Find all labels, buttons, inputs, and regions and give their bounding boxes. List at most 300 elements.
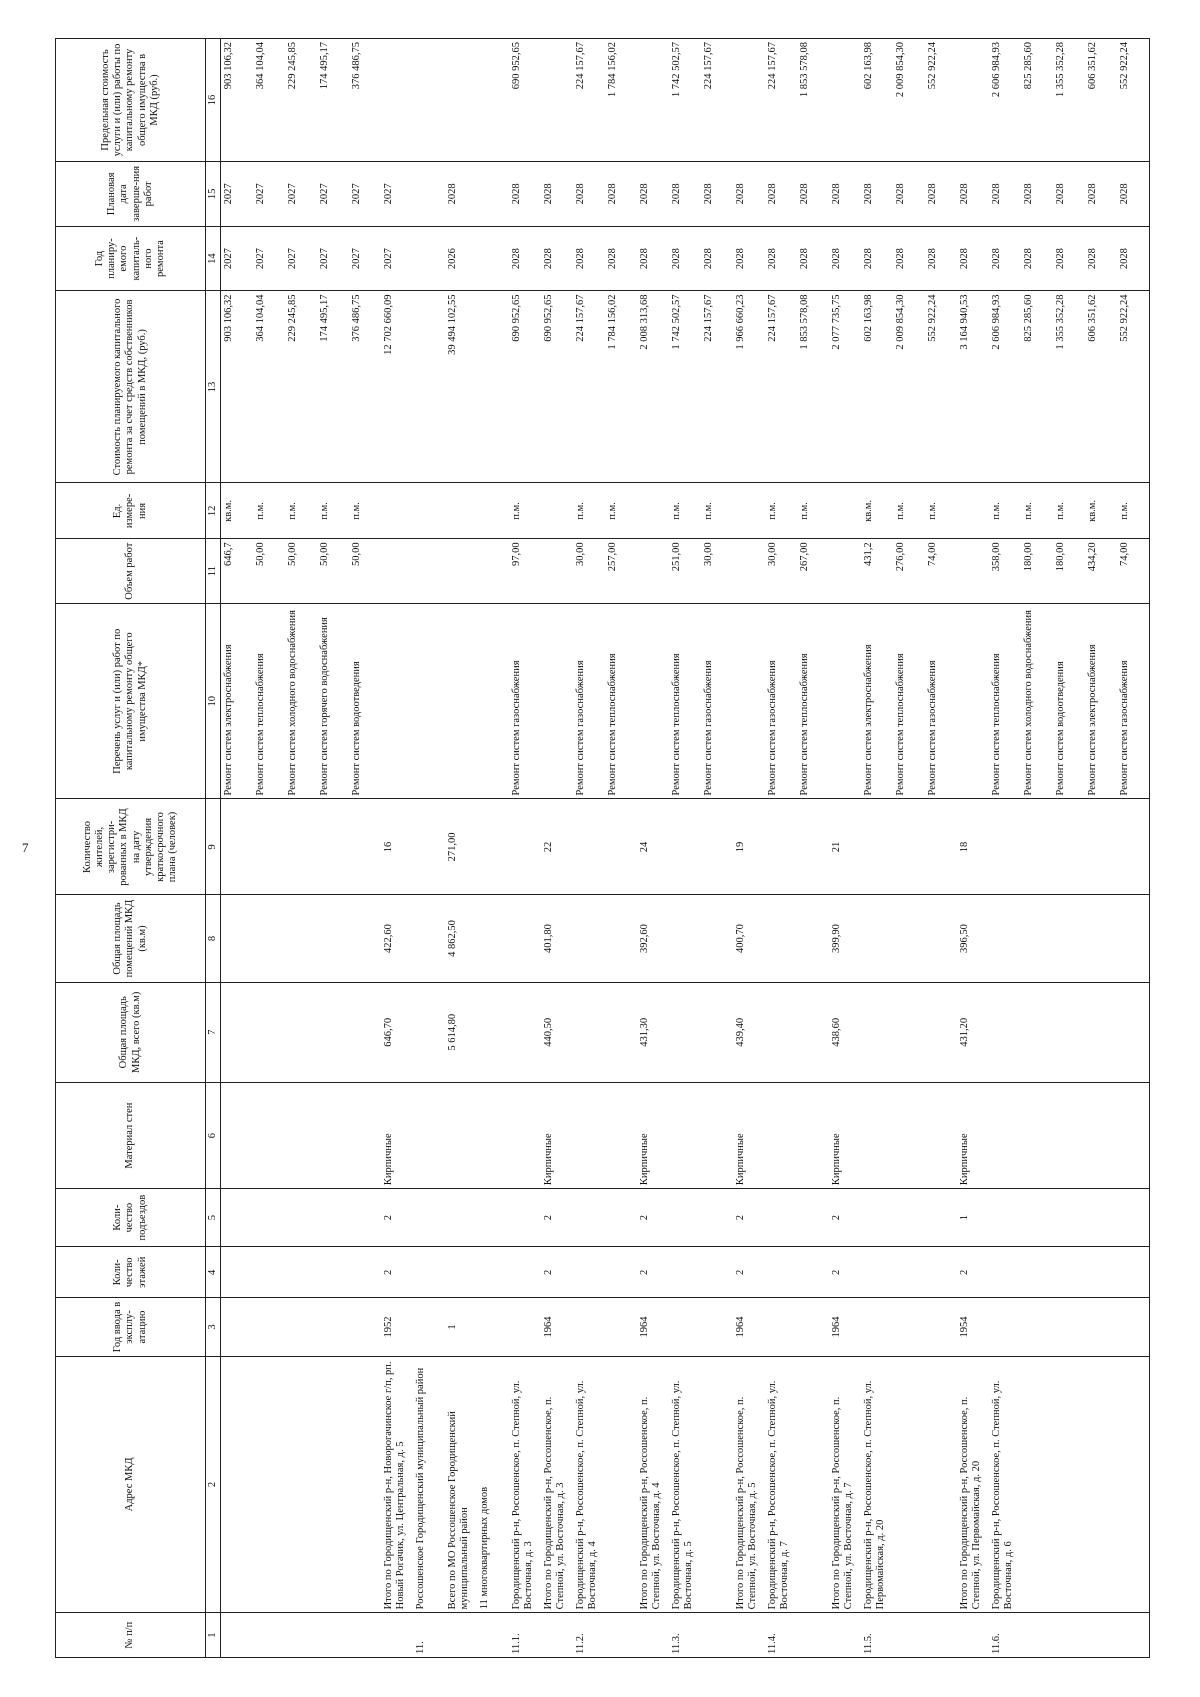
header-cell: Плановая дата заверше-ния работ [56,161,206,226]
table-cell: Городищенский р-н, Россошенское, п. Степной, ул. Восточная, д. 6 [989,1356,1021,1613]
table-cell [1021,1298,1053,1356]
column-number: 1 [206,1613,221,1658]
table-cell: Городищенский р-н, Россошенское, п. Степной, ул. Первомайская, д. 20 [861,1356,893,1613]
table-cell [349,1613,381,1658]
table-cell [253,1356,285,1613]
table-cell [669,1298,701,1356]
table-cell [989,799,1021,895]
table-cell: 552 922,24 [925,39,957,162]
table-cell [989,895,1021,982]
table-cell [413,1298,445,1356]
table-cell [701,1247,733,1298]
table-cell [445,1189,477,1247]
table-cell [701,1356,733,1613]
table-cell: Итого по Городищенский р-н, Россошенское, п. Степной, ул. Восточная, д. 4 [637,1356,669,1613]
table-cell [413,1083,445,1189]
table-cell [413,483,445,539]
table-cell [381,1613,413,1658]
table-cell: Кирпичные [733,1083,765,1189]
table-cell [509,1083,541,1189]
table-row [509,39,541,1658]
table-cell: п.м. [701,483,733,539]
table-cell [701,799,733,895]
header-cell: Предельная стоимость услуги и (или) работы по капитальному ремонту общего имущества в МКД (руб.) [56,39,206,162]
table-cell [925,1356,957,1613]
table-cell [253,1247,285,1298]
table-cell: 2028 [1117,161,1150,226]
table-cell [797,895,829,982]
table-cell [797,1083,829,1189]
table-cell [765,1298,797,1356]
table-cell [925,1083,957,1189]
table-cell: Ремонт систем газоснабжения [573,604,605,799]
table-cell: 903 106,32 [221,39,254,162]
table-cell: 2027 [381,161,413,226]
table-cell [1117,1356,1150,1613]
header-cell: Ед. измере-ния [56,483,206,539]
column-number: 6 [206,1083,221,1189]
table-cell [381,539,413,604]
table-cell: 74,00 [925,539,957,604]
table-cell [317,1356,349,1613]
table-cell: 2028 [989,226,1021,291]
table-cell: 2028 [1053,226,1085,291]
table-cell: 2028 [733,226,765,291]
table-cell: 2028 [925,226,957,291]
table-cell [477,39,509,162]
table-cell [861,1247,893,1298]
table-cell [861,1189,893,1247]
table-cell [989,982,1021,1082]
table-row [445,39,477,1658]
table-cell: 2028 [797,226,829,291]
table-cell: 2028 [445,161,477,226]
table-cell: п.м. [605,483,637,539]
table-cell [669,1083,701,1189]
table-cell: 606 351,62 [1085,39,1117,162]
table-row [253,39,285,1658]
table-cell: 2 [637,1189,669,1247]
table-cell: 39 494 102,55 [445,291,477,483]
table-row [349,39,381,1658]
table-cell [221,1083,254,1189]
table-cell [221,1356,254,1613]
column-number: 12 [206,483,221,539]
table-cell [829,604,861,799]
table-cell [477,1189,509,1247]
table-cell: 439,40 [733,982,765,1082]
table-cell [445,1613,477,1658]
table-cell: Ремонт систем водоотведения [1053,604,1085,799]
table-cell: Кирпичные [637,1083,669,1189]
table-cell [989,1298,1021,1356]
table-cell [1085,799,1117,895]
table-cell: п.м. [253,483,285,539]
table-cell [1117,895,1150,982]
table-cell: Итого по Городищенский р-н, Новорогачинское г/п, рп. Новый Рогачик, ул. Центральная, д. 5 [381,1356,413,1613]
table-cell [413,604,445,799]
table-cell [829,539,861,604]
table-cell: 50,00 [349,539,381,604]
table-cell: 1 784 156,02 [605,291,637,483]
table-cell: 180,00 [1021,539,1053,604]
table-cell: 376 486,75 [349,39,381,162]
table-cell: Ремонт систем водоотведения [349,604,381,799]
table-cell [253,1298,285,1356]
table-cell [861,1083,893,1189]
table-cell [925,1189,957,1247]
table-cell [317,1083,349,1189]
header-row [56,39,206,1658]
table-cell: 438,60 [829,982,861,1082]
table-cell [893,1613,925,1658]
table-cell [1053,1083,1085,1189]
table-cell [413,226,445,291]
header-cell: Стоимость планируемого капитального ремонта за счет средств собственников помещений в МКД, (руб.) [56,291,206,483]
table-cell: 2028 [541,161,573,226]
table-cell: 2 [733,1189,765,1247]
table-cell: 606 351,62 [1085,291,1117,483]
table-cell: Ремонт систем газоснабжения [925,604,957,799]
table-cell [893,1189,925,1247]
table-cell: 251,00 [669,539,701,604]
table-cell [829,483,861,539]
header-cell: Адрес МКД [56,1356,206,1613]
table-cell [477,1613,509,1658]
table-cell [349,895,381,982]
table-cell [1085,895,1117,982]
table-cell [733,604,765,799]
table-cell: 257,00 [605,539,637,604]
header-cell: Общая площадь МКД, всего (кв.м) [56,982,206,1082]
table-cell [413,1247,445,1298]
table-cell: 2028 [1053,161,1085,226]
table-cell [701,1613,733,1658]
table-cell: Ремонт систем газоснабжения [1117,604,1150,799]
table-row [413,39,445,1658]
table-cell: 224 157,67 [701,291,733,483]
table-cell [317,1298,349,1356]
table-cell [1053,895,1085,982]
table-cell [925,982,957,1082]
table-cell [253,982,285,1082]
header-cell: Коли-чество подъездов [56,1189,206,1247]
table-cell: 2028 [669,161,701,226]
table-cell: 431,30 [637,982,669,1082]
table-cell [893,1247,925,1298]
table-cell [669,799,701,895]
table-cell [1085,1083,1117,1189]
table-cell: 2028 [605,226,637,291]
table-cell: Всего по МО Россошенское Городищенский муниципальный район [445,1356,477,1613]
table-cell: 2028 [957,161,989,226]
table-cell: 2028 [893,161,925,226]
table-cell [605,1298,637,1356]
table-cell [573,895,605,982]
table-cell: Ремонт систем электроснабжения [861,604,893,799]
table-cell: 399,90 [829,895,861,982]
table-cell: 30,00 [701,539,733,604]
table-cell [893,982,925,1082]
table-cell [701,982,733,1082]
table-cell: 11.1. [509,1613,541,1658]
table-cell: 2027 [317,226,349,291]
table-cell [477,895,509,982]
table-cell [285,1356,317,1613]
table-cell [1053,1189,1085,1247]
table-cell [797,799,829,895]
table-cell: Ремонт систем газоснабжения [509,604,541,799]
table-cell [573,1083,605,1189]
table-cell: 431,2 [861,539,893,604]
table-cell: 1964 [541,1298,573,1356]
table-cell [637,39,669,162]
table-cell: 2 [381,1189,413,1247]
table-cell: 2028 [637,226,669,291]
table-cell: 50,00 [317,539,349,604]
table-cell [541,539,573,604]
table-cell: 602 163,98 [861,291,893,483]
table-cell: 174 495,17 [317,39,349,162]
table-cell: 2028 [1117,226,1150,291]
table-cell: 267,00 [797,539,829,604]
table-row [829,39,861,1658]
table-cell [1053,1356,1085,1613]
table-row [221,39,254,1658]
table-cell [477,1298,509,1356]
table-cell [253,1083,285,1189]
table-cell: 2028 [733,161,765,226]
table-cell: 364 104,04 [253,291,285,483]
table-cell: 1954 [957,1298,989,1356]
table-cell [797,1247,829,1298]
table-cell: 224 157,67 [765,291,797,483]
table-cell [445,539,477,604]
table-row [1021,39,1053,1658]
table-cell [285,982,317,1082]
table-cell [573,1298,605,1356]
table-cell [285,1298,317,1356]
table-cell [1085,1613,1117,1658]
table-cell: 11.3. [669,1613,701,1658]
table-cell [477,1083,509,1189]
table-cell: 50,00 [285,539,317,604]
table-cell: Городищенский р-н, Россошенское, п. Степной, ул. Восточная, д. 4 [573,1356,605,1613]
header-cell: Общая площадь помещений МКД (кв.м) [56,895,206,982]
table-cell [477,226,509,291]
column-number: 7 [206,982,221,1082]
table-cell [445,1083,477,1189]
table-cell: 97,00 [509,539,541,604]
table-cell [541,483,573,539]
table-cell [573,799,605,895]
table-row [701,39,733,1658]
table-cell: 1 853 578,08 [797,39,829,162]
table-cell [349,1298,381,1356]
table-cell [221,1613,254,1658]
table-cell [349,1083,381,1189]
table-cell [381,604,413,799]
table-cell: 74,00 [1117,539,1150,604]
table-cell: 174 495,17 [317,291,349,483]
table-cell [1021,799,1053,895]
column-number: 16 [206,39,221,162]
table-row [637,39,669,1658]
table-cell [797,982,829,1082]
table-cell [477,1247,509,1298]
table-cell: Ремонт систем теплоснабжения [605,604,637,799]
table-cell [413,539,445,604]
table-cell: п.м. [1117,483,1150,539]
table-cell [317,1613,349,1658]
table-cell [1085,1189,1117,1247]
table-cell: Кирпичные [957,1083,989,1189]
table-cell [285,1083,317,1189]
table-cell [221,799,254,895]
column-number: 13 [206,291,221,483]
table-cell [509,799,541,895]
table-cell: 431,20 [957,982,989,1082]
table-cell [605,895,637,982]
table-cell [509,1247,541,1298]
table-cell: 5 614,80 [445,982,477,1082]
table-cell [349,1189,381,1247]
table-cell: Кирпичные [541,1083,573,1189]
table-cell: п.м. [669,483,701,539]
table-cell: 271,00 [445,799,477,895]
table-cell [637,1613,669,1658]
table-cell: п.м. [285,483,317,539]
table-cell: 1 [957,1189,989,1247]
table-cell: 1964 [829,1298,861,1356]
table-cell: 2027 [253,226,285,291]
table-cell: Городищенский р-н, Россошенское, п. Степной, ул. Восточная, д. 7 [765,1356,797,1613]
table-cell: 276,00 [893,539,925,604]
table-cell [413,895,445,982]
table-cell [1053,1613,1085,1658]
table-cell: 2028 [573,161,605,226]
column-number: 4 [206,1247,221,1298]
table-cell [1053,1298,1085,1356]
table-cell: 11.4. [765,1613,797,1658]
table-cell [573,982,605,1082]
rotated-table-container [55,38,1145,1658]
table-row [1085,39,1117,1658]
table-row [477,39,509,1658]
table-cell [317,982,349,1082]
table-cell: п.м. [925,483,957,539]
table-cell: 11. [413,1613,445,1658]
header-cell: Год планиру-емого капиталь-ного ремонта [56,226,206,291]
table-cell: 2 [381,1247,413,1298]
table-cell [221,982,254,1082]
column-number: 3 [206,1298,221,1356]
table-cell: 1 784 156,02 [605,39,637,162]
table-cell: Кирпичные [381,1083,413,1189]
table-cell [893,895,925,982]
table-cell [1021,1247,1053,1298]
table-cell: 2028 [829,226,861,291]
table-cell: п.м. [317,483,349,539]
table-cell: 400,70 [733,895,765,982]
table-cell: 690 952,65 [509,291,541,483]
table-cell: 2028 [1021,161,1053,226]
table-cell: 392,60 [637,895,669,982]
table-cell [477,483,509,539]
column-number-row [206,39,221,1658]
table-cell [1053,1247,1085,1298]
table-cell [765,982,797,1082]
table-cell: 903 106,32 [221,291,254,483]
table-cell: Итого по Городищенский р-н, Россошенское, п. Степной, ул. Восточная, д. 7 [829,1356,861,1613]
table-cell [1117,1083,1150,1189]
table-cell: 2 009 854,30 [893,291,925,483]
column-number: 14 [206,226,221,291]
table-cell [477,291,509,483]
table-cell: Ремонт систем теплоснабжения [669,604,701,799]
table-cell: кв.м. [221,483,254,539]
table-cell [957,539,989,604]
table-cell [829,39,861,162]
table-cell: 2028 [829,161,861,226]
table-cell [413,982,445,1082]
table-cell [797,1189,829,1247]
table-cell: 2027 [381,226,413,291]
table-row [381,39,413,1658]
table-cell: 602 163,98 [861,39,893,162]
table-cell: Ремонт систем газоснабжения [765,604,797,799]
table-cell: 1 742 502,57 [669,39,701,162]
table-cell [765,1189,797,1247]
table-cell: 224 157,67 [573,39,605,162]
table-cell [221,1247,254,1298]
table-cell: 2027 [221,226,254,291]
table-cell: 2028 [509,226,541,291]
table-cell: Городищенский р-н, Россошенское, п. Степной, ул. Восточная, д. 3 [509,1356,541,1613]
table-cell [605,1189,637,1247]
table-cell: 2 008 313,68 [637,291,669,483]
table-cell [765,1083,797,1189]
table-cell [253,1613,285,1658]
table-cell [637,604,669,799]
table-cell: 3 164 940,53 [957,291,989,483]
table-cell [221,1298,254,1356]
table-cell [413,161,445,226]
table-cell: 224 157,67 [573,291,605,483]
table-cell [1117,1189,1150,1247]
table-cell [829,1613,861,1658]
table-cell: 440,50 [541,982,573,1082]
table-cell [957,483,989,539]
table-cell: 2028 [925,161,957,226]
table-cell: 690 952,65 [509,39,541,162]
table-cell: 18 [957,799,989,895]
header-cell: Объем работ [56,539,206,604]
table-cell [637,483,669,539]
table-cell [989,1247,1021,1298]
table-cell: 396,50 [957,895,989,982]
table-cell [605,799,637,895]
table-cell: 2027 [285,161,317,226]
table-cell: 690 952,65 [541,291,573,483]
table-cell: 2028 [1085,226,1117,291]
table-cell: 1 355 352,28 [1053,291,1085,483]
table-cell: 2028 [989,161,1021,226]
table-cell: 22 [541,799,573,895]
table-cell: 376 486,75 [349,291,381,483]
header-cell: Перечень услуг и (или) работ по капитальному ремонту общего имущества МКД* [56,604,206,799]
table-cell: Ремонт систем теплоснабжения [253,604,285,799]
